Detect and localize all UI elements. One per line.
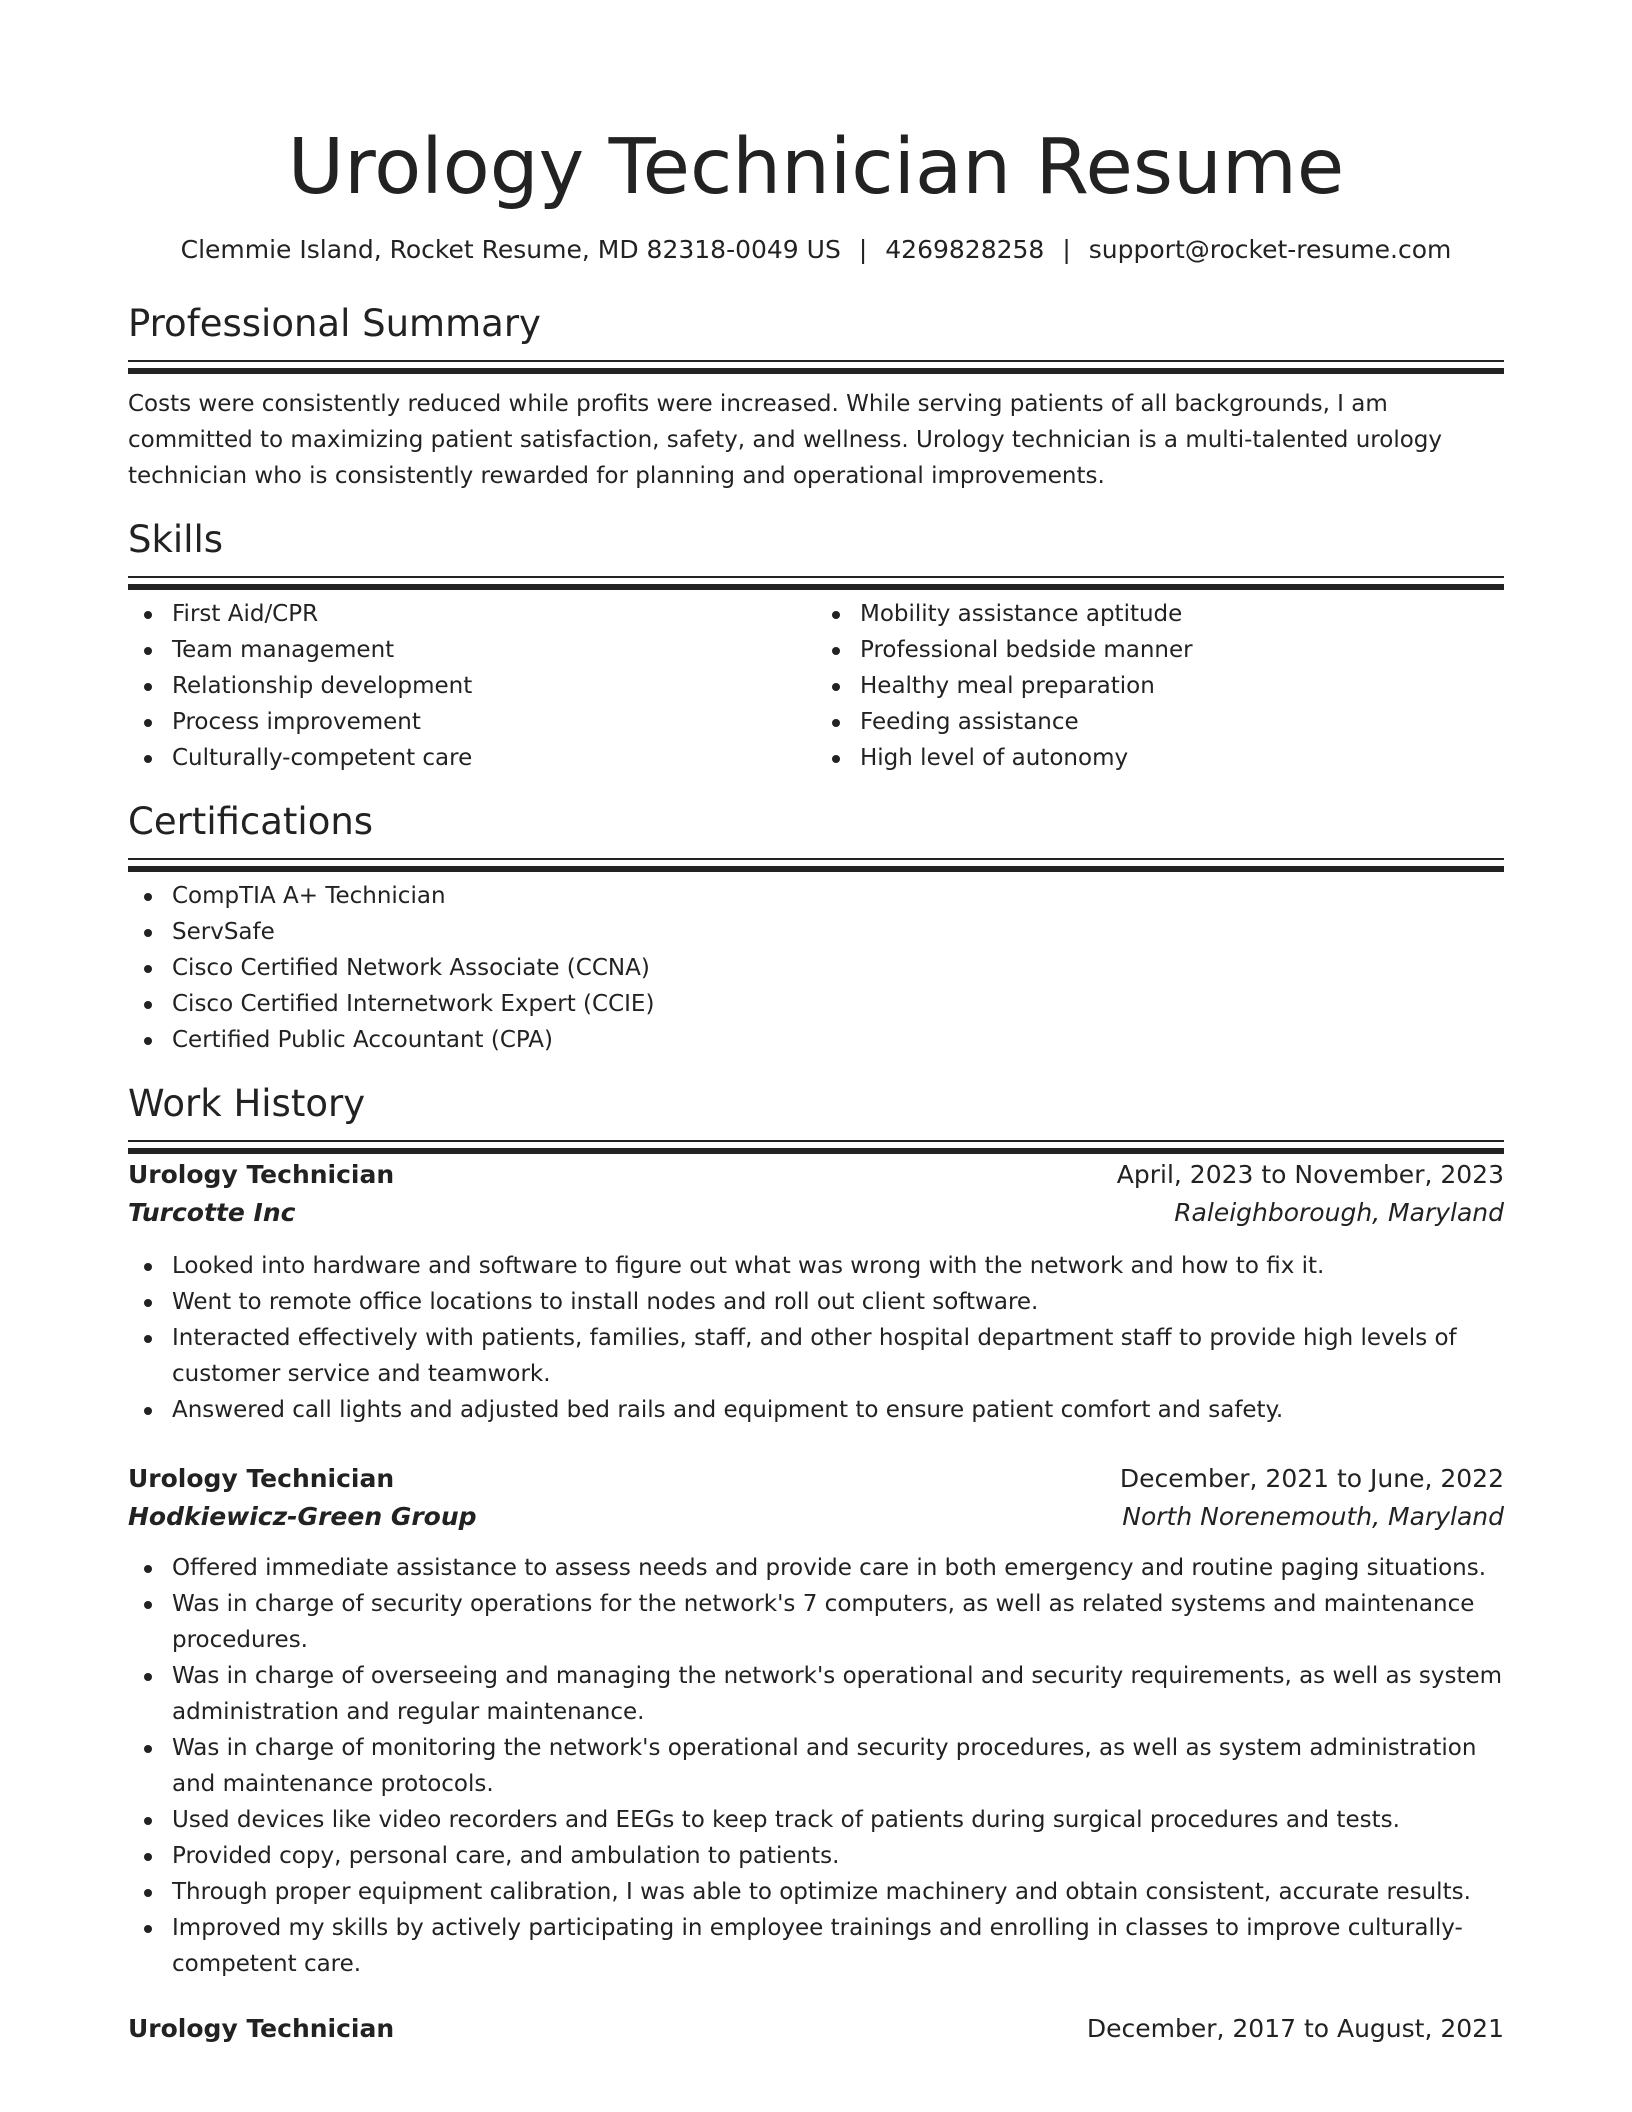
contact-address: Clemmie Island, Rocket Resume, MD 82318-0049 US bbox=[180, 235, 841, 264]
contact-separator: | bbox=[1062, 235, 1071, 264]
skill-item: Team management bbox=[172, 632, 816, 668]
certifications-list bbox=[128, 878, 1504, 1058]
job-duty: Used devices like video recorders and EEGs to keep track of patients during surgical procedures and tests. bbox=[172, 1802, 1504, 1838]
job-duty: Interacted effectively with patients, families, staff, and other hospital department staff to provide high levels of customer service and teamwork. bbox=[172, 1320, 1504, 1392]
contact-separator: | bbox=[858, 235, 868, 264]
job-duties bbox=[128, 1550, 1504, 1982]
job-duty: Improved my skills by actively participating in employee trainings and enrolling in classes to improve culturally-competent care. bbox=[172, 1910, 1504, 1982]
certification-item: Certified Public Accountant (CPA) bbox=[172, 1022, 1504, 1058]
certification-item: Cisco Certified Internetwork Expert (CCIE) bbox=[172, 986, 1504, 1022]
contact-phone: 4269828258 bbox=[885, 235, 1045, 264]
job-title: Urology Technician bbox=[128, 1160, 395, 1189]
job-company: Hodkiewicz-Green Group bbox=[128, 1502, 477, 1531]
certification-item: CompTIA A+ Technician bbox=[172, 878, 1504, 914]
job-company: Turcotte Inc bbox=[128, 1198, 296, 1227]
job-dates: December, 2021 to June, 2022 bbox=[1119, 1464, 1504, 1493]
section-heading-work: Work History bbox=[128, 1082, 366, 1125]
certifications-section bbox=[128, 798, 1504, 1058]
section-divider bbox=[128, 1140, 1504, 1142]
certification-item: Cisco Certified Network Associate (CCNA) bbox=[172, 950, 1504, 986]
page-title: Urology Technician Resume bbox=[287, 123, 1345, 212]
job-entry bbox=[128, 1460, 1504, 1982]
job-header bbox=[128, 1460, 1504, 1498]
job-entry bbox=[128, 2010, 1504, 2048]
job-header bbox=[128, 2010, 1504, 2048]
summary-text: Costs were consistently reduced while profits were increased. While serving patients of all backgrounds, I am committed to maximizing patient satisfaction, safety, and wellness. Urology technician is a multi-talented urology technician who is consistently rewarded for planning and operational improvements. bbox=[128, 391, 1442, 489]
skill-item: Process improvement bbox=[172, 704, 816, 740]
job-duty: Was in charge of security operations for the network's 7 computers, as well as related systems and maintenance procedures. bbox=[172, 1586, 1504, 1658]
job-duty: Through proper equipment calibration, I was able to optimize machinery and obtain consistent, accurate results. bbox=[172, 1874, 1504, 1910]
skill-item: First Aid/CPR bbox=[172, 596, 816, 632]
section-heading-skills: Skills bbox=[128, 518, 224, 561]
skills-columns bbox=[128, 596, 1504, 776]
skill-item: Feeding assistance bbox=[860, 704, 1504, 740]
section-divider bbox=[128, 858, 1504, 860]
job-title: Urology Technician bbox=[128, 1464, 395, 1493]
job-duty: Was in charge of monitoring the network's operational and security procedures, as well as system administration and maintenance protocols. bbox=[172, 1730, 1504, 1802]
job-header bbox=[128, 1156, 1504, 1194]
job-duty: Looked into hardware and software to figure out what was wrong with the network and how to fix it. bbox=[172, 1248, 1504, 1284]
skill-item: Professional bedside manner bbox=[860, 632, 1504, 668]
job-duty: Answered call lights and adjusted bed rails and equipment to ensure patient comfort and safety. bbox=[172, 1392, 1504, 1428]
job-duty: Provided copy, personal care, and ambulation to patients. bbox=[172, 1838, 1504, 1874]
job-duty: Offered immediate assistance to assess needs and provide care in both emergency and routine paging situations. bbox=[172, 1550, 1504, 1586]
skill-item: Relationship development bbox=[172, 668, 816, 704]
section-heading-summary: Professional Summary bbox=[128, 302, 541, 345]
skill-item: Culturally-competent care bbox=[172, 740, 816, 776]
job-location: Raleighborough, Maryland bbox=[1174, 1198, 1504, 1227]
summary-section bbox=[128, 300, 1504, 494]
skills-list-left bbox=[128, 596, 816, 776]
certification-item: ServSafe bbox=[172, 914, 1504, 950]
skill-item: High level of autonomy bbox=[860, 740, 1504, 776]
job-duty: Was in charge of overseeing and managing the network's operational and security requirements, as well as system administration and regular maintenance. bbox=[172, 1658, 1504, 1730]
skills-section bbox=[128, 516, 1504, 776]
job-title: Urology Technician bbox=[128, 2014, 395, 2043]
job-dates: April, 2023 to November, 2023 bbox=[1116, 1160, 1504, 1189]
skill-item: Healthy meal preparation bbox=[860, 668, 1504, 704]
job-subheader bbox=[128, 1194, 1504, 1232]
job-duties bbox=[128, 1248, 1504, 1428]
resume-page bbox=[128, 0, 1504, 2048]
contact-email: support@rocket-resume.com bbox=[1088, 235, 1452, 264]
job-subheader bbox=[128, 1498, 1504, 1536]
contact-line bbox=[128, 232, 1504, 268]
job-location: North Norenemouth, Maryland bbox=[1122, 1502, 1504, 1531]
section-divider bbox=[128, 576, 1504, 578]
skill-item: Mobility assistance aptitude bbox=[860, 596, 1504, 632]
section-divider bbox=[128, 360, 1504, 362]
job-entry bbox=[128, 1156, 1504, 1428]
skills-list-right bbox=[816, 596, 1504, 776]
work-history-section bbox=[128, 1080, 1504, 2048]
job-dates: December, 2017 to August, 2021 bbox=[1086, 2014, 1504, 2043]
job-duty: Went to remote office locations to install nodes and roll out client software. bbox=[172, 1284, 1504, 1320]
section-heading-certifications: Certifications bbox=[128, 800, 374, 843]
